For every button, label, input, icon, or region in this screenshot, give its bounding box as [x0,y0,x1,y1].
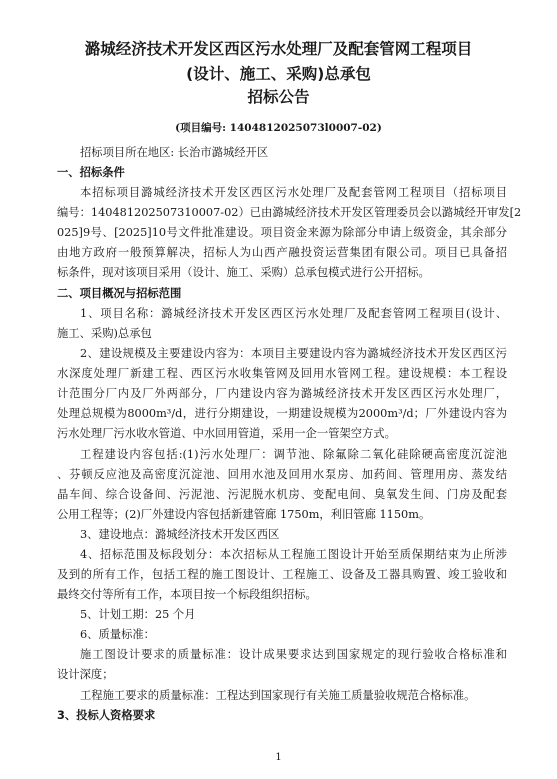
s2-p1-line: 施工、采购)总承包 [57,327,152,340]
title-line-1: 潞城经济技术开发区西区污水处理厂及配套管网工程项目 [84,40,473,58]
section-2-heading: 二、项目概况与招标范围 [57,287,182,300]
s1-line: 标条件，现对该项目采用（设计、施工、采购）总承包模式进行公开招标。 [57,266,430,279]
s2-p2-line: 2、建设规模及主要建设内容为：本项目主要建设内容为潞城经济技术开发区西区污 [80,347,507,360]
s2-p5-line: 4、招标范围及标段划分：本次招标从工程施工图设计开始至质保期结束为止所涉 [80,548,507,561]
s2-p2-line: 计范围分厂内及厂外两部分，厂内建设内容为潞城经济技术开发区西区污水处理厂， [57,387,507,400]
page-number: 1 [275,752,282,763]
s1-line: 由地方政府一般预算解决，招标人为山西产融投资运营集团有限公司。项目已具备招 [57,246,507,259]
s2-p2-line: 处理总规模为8000m³/d，进行分期建设，一期建设规模为2000m³/d；厂外建设内容为 [57,407,507,420]
s2-p4: 3、建设地点：潞城经济技术开发区西区 [80,528,280,541]
s1-line: 本招标项目潞城经济技术开发区西区污水处理厂及配套管网工程项目（招标项目 [80,186,507,199]
s2-p5-line: 及到的所有工作，包括工程的施工图设计、工程施工、设备及工器具购置、竣工验收和 [57,568,507,581]
s2-p9: 工程施工要求的质量标准：工程达到国家现行有关施工质量验收规范合格标准。 [80,689,476,702]
s2-p6: 5、计划工期：25 个月 [80,608,196,621]
s2-p8-line: 施工图设计要求的质量标准：设计成果要求达到国家规定的现行验收合格标准和 [80,648,507,661]
project-location: 招标项目所在地区: 长治市潞城经开区 [80,146,269,159]
section-1-heading: 一、招标条件 [57,166,125,179]
s2-p3-line: 工程建设内容包括:(1)污水处理厂：调节池、除氟除二氧化硅除硬高密度沉淀池 [80,448,507,461]
s2-p3-line: 公用工程等；(2)厂外建设内容包括新建管廊 1750m，利旧管廊 1150m。 [57,508,431,521]
s2-p3-line: 晶车间、综合设备间、污泥池、污泥脱水机房、变配电间、臭氧发生间、门房及配套 [57,488,507,501]
s2-p7: 6、质量标准： [80,628,155,641]
s2-p3-line: 、芬顿反应池及高密度沉淀池、回用水池及回用水泵房、加药间、管理用房、蒸发结 [57,468,507,481]
section-3-heading: 3、投标人资格要求 [57,709,156,722]
s2-p8-line: 设计深度； [57,668,114,681]
s2-p2-line: 污水处理厂污水收水管道、中水回用管道，采用一企一管架空方式。 [57,427,396,440]
s2-p1-line: 1、项目名称：潞城经济技术开发区西区污水处理厂及配套管网工程项目(设计、 [80,307,507,320]
title-line-2: (设计、施工、采购)总承包 [186,65,371,83]
s2-p5-line: 最终交付等所有工作，本项目按一个标段组织招标。 [57,588,317,601]
title-line-3: 招标公告 [247,88,310,106]
s2-p2-line: 水深度处理厂新建工程、西区污水收集管网及回用水管网工程。建设规模：本工程设 [57,367,507,380]
project-number: (项目编号: 1404812025073l0007-02) [175,122,382,134]
s1-line: 025]9号、[2025]10号文件批准建设。项目资金来源为除部分申请上级资金，其余部分 [57,226,507,239]
s1-line: 编号：140481202507310007-02）已由潞城经济技术开发区管理委员会以潞城经开审发[2 [57,206,522,219]
